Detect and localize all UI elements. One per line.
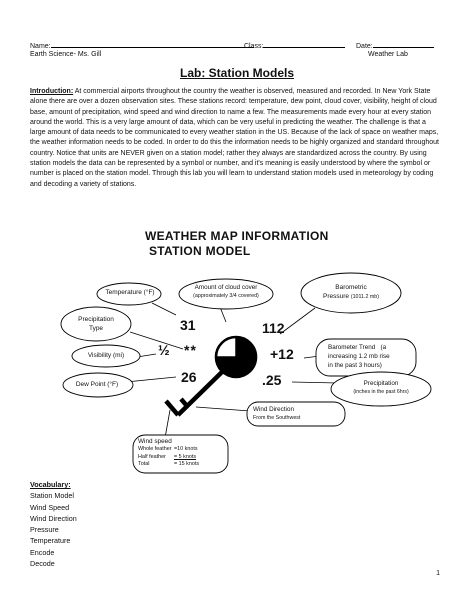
- connector-precip: [292, 382, 338, 383]
- label-temperature: Temperature (°F): [105, 289, 155, 296]
- value-weather-symbol: **: [184, 342, 197, 358]
- map-title: WEATHER MAP INFORMATION: [145, 229, 329, 243]
- connector-pressure: [280, 308, 315, 334]
- value-temperature: 31: [180, 317, 196, 333]
- label-barometer-trend: Barometer Trend (a increasing 1.2 mb rise in the past 3 hours): [328, 344, 390, 369]
- label-precip-type: Precipitation Type: [78, 316, 114, 332]
- connector-precip-type: [130, 332, 183, 349]
- label-wind-speed: Wind speed Whole feather =10 knots Half feather = 5 knots Total = 15 knots: [138, 438, 200, 468]
- vocab-item: Station Model: [30, 491, 74, 501]
- whole-feather: [166, 401, 178, 415]
- vocab-item: Pressure: [30, 525, 59, 535]
- vocab-item: Encode: [30, 547, 55, 557]
- label-visibility: Visibility (mi): [87, 352, 125, 359]
- value-dewpoint: 26: [181, 369, 197, 385]
- station-circle: [216, 337, 256, 377]
- value-pressure: 112: [262, 320, 285, 336]
- map-subtitle: STATION MODEL: [149, 244, 251, 258]
- label-dewpoint: Dew Point (°F): [75, 381, 119, 388]
- vocabulary-heading: Vocabulary:: [30, 480, 71, 489]
- label-wind-direction: Wind Direction From the Southwest: [253, 406, 301, 421]
- class-label: Class:: [244, 43, 264, 50]
- course-name: Earth Science- Ms. Gill: [30, 51, 102, 58]
- vocab-item: Wind Speed: [30, 502, 70, 512]
- value-visibility: ½: [158, 342, 170, 358]
- vocabulary-list: [30, 479, 77, 569]
- name-label: Name:: [30, 43, 51, 50]
- half-feather: [181, 399, 187, 406]
- lab-type: Weather Lab: [368, 51, 408, 58]
- label-pressure: Barometric Pressure (1011.2 mb): [323, 284, 379, 300]
- introduction-label: Introduction:: [30, 88, 74, 95]
- label-precipitation: Precipitation (inches in the past 6hrs): [353, 380, 409, 395]
- value-precipitation: .25: [262, 372, 282, 388]
- page-number: 1: [436, 570, 440, 577]
- page-title: Lab: Station Models: [180, 66, 294, 80]
- connector-dewpoint: [126, 377, 176, 382]
- label-cloud-cover: Amount of cloud cover (approximately 3/4 covered): [193, 284, 259, 299]
- introduction-text: At commercial airports throughout the country the weather is observed, measured and recorded. In New York State alone there are over a dozen observation sites. These stations record: temperature, dew point, cloud cover, visibility, height of cloud base, amount of precipitation, wind speed and wind direction to name a few. The measurements made every hour at every station around the world. This is a very large amount of data, which can be very useful in predicting the weather. The challenge is that a large amount of data needs to be communicated to every weather station in the US. Because of the lack of space on weather maps, the weather information needs to be coded. In order to do this the information needs to be highly organized and standard throughout country. Notice that units are NEVER given on a station model; rather they always are standardized across the country. By using station models the data can be represented by a symbol or number, and it's meaning is easily understood by where the symbol or number is placed on the station model. Through this lab you will learn to understand station models used in meteorology by coding and decoding a variety of stations.: [30, 88, 439, 188]
- connector-temperature: [152, 303, 176, 315]
- value-barometer-trend: +12: [270, 346, 294, 362]
- vocab-item: Wind Direction: [30, 513, 77, 523]
- connector-wind-direction: [196, 407, 250, 411]
- date-label: Date:: [356, 43, 373, 50]
- vocab-item: Temperature: [30, 536, 71, 546]
- vocab-item: Decode: [30, 559, 55, 569]
- connector-wind-speed: [165, 410, 170, 438]
